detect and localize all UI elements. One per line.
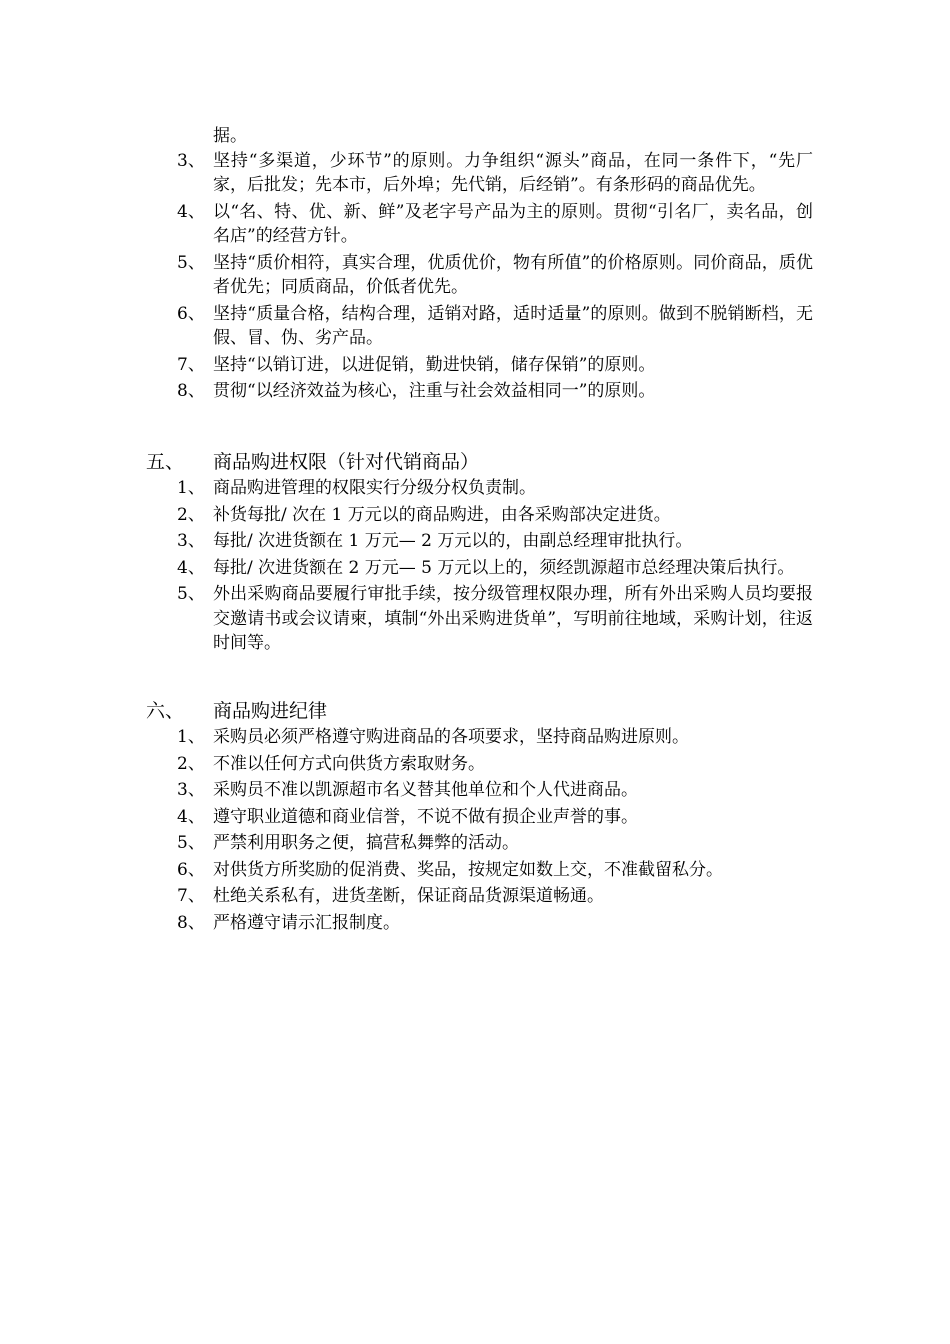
section-heading: [0, 697, 950, 725]
list-item: [0, 884, 950, 909]
section-number: 六、: [146, 700, 185, 722]
item-text: 遵守职业道德和商业信誉，不说不做有损企业声誉的事。: [213, 806, 638, 827]
item-number: 4、: [177, 806, 205, 827]
item-text: 严禁利用职务之便，搞营私舞弊的活动。: [213, 833, 519, 853]
list-item: [0, 911, 950, 936]
item-number: 1、: [177, 727, 205, 747]
section-number: 五、: [146, 451, 185, 473]
item-text: 坚持“以销订进，以进促销，勤进快销，储存保销”的原则。: [213, 354, 656, 375]
item-number: 5、: [177, 252, 205, 273]
list-item: [0, 251, 950, 300]
item-text: 对供货方所奖励的促消费、奖品，按规定如数上交，不准截留私分。: [213, 859, 723, 880]
list-item: [0, 582, 950, 656]
carryover-text: 据。: [213, 126, 247, 146]
section-title: 商品购进权限（针对代销商品）: [213, 451, 480, 473]
list-item: [0, 752, 950, 777]
list-item: [0, 353, 950, 378]
item-text: 严格遵守请示汇报制度。: [213, 912, 400, 933]
item-text: 商品购进管理的权限实行分级分权负责制。: [213, 478, 536, 498]
item-text: 补货每批/ 次在 1 万元以的商品购进，由各采购部决定进货。: [213, 504, 671, 525]
item-number: 5、: [177, 833, 205, 853]
item-text: 外出采购商品要履行审批手续，按分级管理权限办理，所有外出采购人员均要报交邀请书或会议请柬，填制“外出采购进货单”，写明前往地域，采购计划，往返时间等。: [213, 584, 813, 653]
list-item: [0, 858, 950, 883]
item-number: 8、: [177, 912, 205, 933]
item-number: 3、: [177, 150, 205, 171]
item-number: 2、: [177, 504, 205, 525]
item-text: 每批/ 次进货额在 1 万元— 2 万元以的，由副总经理审批执行。: [213, 531, 693, 551]
item-number: 3、: [177, 531, 205, 551]
list-item: [0, 831, 950, 856]
list-item: [0, 503, 950, 528]
list-item: [0, 379, 950, 404]
item-number: 7、: [177, 886, 205, 906]
item-text: 采购员必须严格遵守购进商品的各项要求，坚持商品购进原则。: [213, 727, 689, 747]
item-text: 杜绝关系私有，进货垄断，保证商品货源渠道畅通。: [213, 886, 604, 906]
item-text: 每批/ 次进货额在 2 万元— 5 万元以上的，须经凯源超市总经理决策后执行。: [213, 557, 795, 578]
section-heading: [0, 448, 950, 476]
item-text: 坚持“质量合格，结构合理，适销对路，适时适量”的原则。做到不脱销断档，无假、冒、伪、劣产品。: [213, 303, 813, 348]
item-text: 贯彻“以经济效益为核心，注重与社会效益相同一”的原则。: [213, 381, 656, 401]
item-number: 4、: [177, 557, 205, 578]
item-text: 坚持“多渠道，少环节”的原则。力争组织“源头”商品，在同一条件下，“先厂家，后批发；先本市，后外埠；先代销，后经销”。有条形码的商品优先。: [213, 150, 813, 195]
list-item: [0, 200, 950, 249]
section-4-list: [0, 124, 950, 406]
item-number: 8、: [177, 381, 205, 401]
list-item: [0, 778, 950, 803]
item-number: 6、: [177, 303, 205, 324]
section-6: [0, 697, 950, 937]
list-item: [0, 556, 950, 581]
item-text: 以“名、特、优、新、鲜”及老字号产品为主的原则。贯彻“引名厂，卖名品，创名店”的经营方针。: [213, 201, 813, 246]
item-text: 不准以任何方式向供货方索取财务。: [213, 753, 485, 774]
item-number: 5、: [177, 584, 205, 604]
item-number: 2、: [177, 753, 205, 774]
item-text: 坚持“质价相符，真实合理，优质优价，物有所值”的价格原则。同价商品，质优者优先；同质商品，价低者优先。: [213, 252, 813, 297]
item-number: 7、: [177, 354, 205, 375]
list-item: [0, 476, 950, 501]
section-title: 商品购进纪律: [213, 700, 328, 722]
list-item: [0, 149, 950, 198]
item-number: 4、: [177, 201, 205, 222]
item-text: 采购员不准以凯源超市名义替其他单位和个人代进商品。: [213, 780, 638, 800]
list-item: [0, 805, 950, 830]
item-number: 6、: [177, 859, 205, 880]
list-item: [0, 302, 950, 351]
item-number: 1、: [177, 478, 205, 498]
item-number: 3、: [177, 780, 205, 800]
list-item: [0, 529, 950, 554]
section-5: [0, 448, 950, 658]
list-item: [0, 725, 950, 750]
